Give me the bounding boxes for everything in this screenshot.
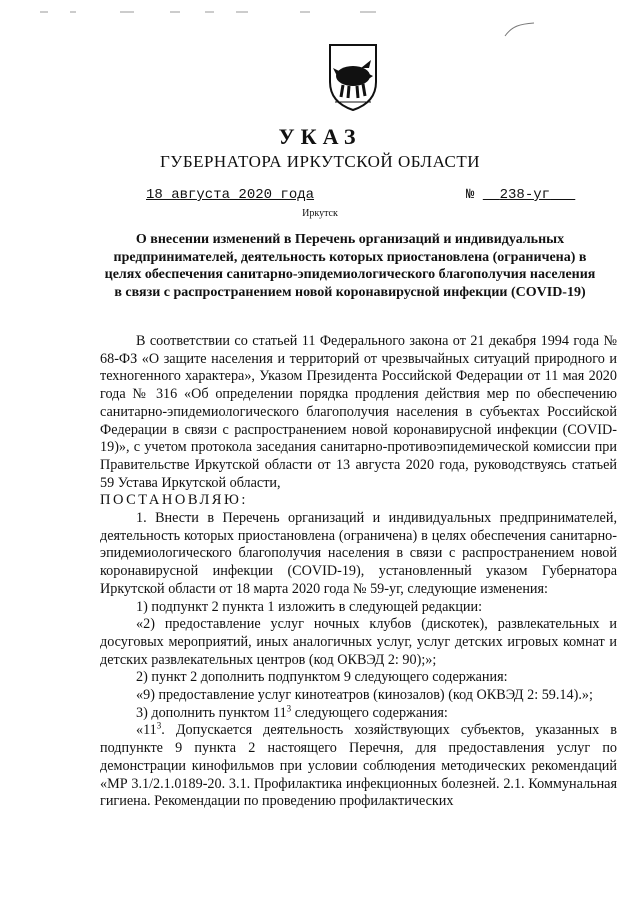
date-value: 18 августа 2020 года bbox=[146, 187, 315, 203]
subitem-2: 2) пункт 2 дополнить подпунктом 9 следующего содержания: bbox=[136, 669, 508, 686]
handwritten-mark bbox=[500, 20, 540, 40]
quote-3-start: «11 bbox=[136, 722, 157, 739]
quote-1: «2) предоставление услуг ночных клубов (дискотек), развлекательных и досуговых мероприятий, иных аналогичных услуг, услуг детских игровых комнат и детских развлекательных центров (код ОКВЭД 2: 90);»; bbox=[100, 616, 617, 668]
number-prefix: № bbox=[466, 187, 475, 203]
document-date bbox=[146, 187, 314, 203]
quote-2: «9) предоставление услуг кинотеатров (кинозалов) (код ОКВЭД 2: 59.14).»; bbox=[136, 687, 593, 704]
quote-3 bbox=[100, 722, 617, 811]
subitem-3-tail: следующего содержания: bbox=[291, 704, 448, 721]
document-city: Иркутск bbox=[302, 208, 338, 219]
number-text: 238-уг bbox=[499, 187, 551, 203]
quote-3-sup: 3 bbox=[156, 720, 162, 731]
decree-word: ПОСТАНОВЛЯЮ: bbox=[100, 492, 248, 509]
document-heading: О внесении изменений в Перечень организаций и индивидуальных предпринимателей, деятельность которых приостановлена (ограничена) в целях обеспечения санитарно-эпидемиологического благополучия населения в связи с распространением новой коронавирусной инфекции (COVID-19) bbox=[104, 232, 596, 300]
intro-paragraph: В соответствии со статьей 11 Федерального закона от 21 декабря 1994 года № 68-ФЗ «О защите населения и территорий от чрезвычайных ситуаций природного и техногенного характера», Указом Президента Российской Федерации от 11 мая 2020 года № 316 «Об определении порядка продления действия мер по обеспечению санитарно-эпидемиологического благополучия населения в субъектах Российской Федерации в связи с распространением новой коронавирусной инфекции (COVID-19)», с учетом протокола заседания санитарно-противоэпидемической комиссии при Правительстве Иркутской области от 13 августа 2020 года, руководствуясь статьей 59 Устава Иркутской области, bbox=[100, 333, 617, 491]
document-number bbox=[466, 187, 575, 203]
quote-3-text: . Допускается деятельность хозяйствующих субъектов, указанных в подпункте 9 пункта 2 настоящего Перечня, для предоставления услуг по демонстрации кинофильмов при условии соблюдения методических рекомендаций «МР 3.1/2.1.0189-20. 3.1. Профилактика инфекционных болезней. 2.1. Коммунальная гигиена. Рекомендации по проведению профилактических bbox=[100, 722, 617, 810]
number-value bbox=[483, 187, 575, 203]
subitem-3-text: 3) дополнить пунктом 11 bbox=[136, 704, 287, 721]
document-title: УКАЗ bbox=[278, 124, 362, 149]
subitem-3-sup: 3 bbox=[286, 703, 292, 714]
item-1-paragraph: 1. Внести в Перечень организаций и индивидуальных предпринимателей, деятельность которых приостановлена (ограничена) в целях обеспечения санитарно-эпидемиологического благополучия населения в связи с распространением новой коронавирусной инфекции (COVID-19), установленный указом Губернатора Иркутской области от 18 марта 2020 года № 59-уг, следующие изменения: bbox=[100, 510, 617, 597]
subitem-3 bbox=[100, 705, 617, 723]
coat-of-arms-emblem bbox=[327, 42, 379, 112]
document-subtitle: ГУБЕРНАТОРА ИРКУТСКОЙ ОБЛАСТИ bbox=[159, 152, 481, 171]
scan-artifacts bbox=[0, 0, 640, 30]
document-body bbox=[100, 333, 617, 811]
subitem-1: 1) подпункт 2 пункта 1 изложить в следующей редакции: bbox=[136, 598, 483, 615]
